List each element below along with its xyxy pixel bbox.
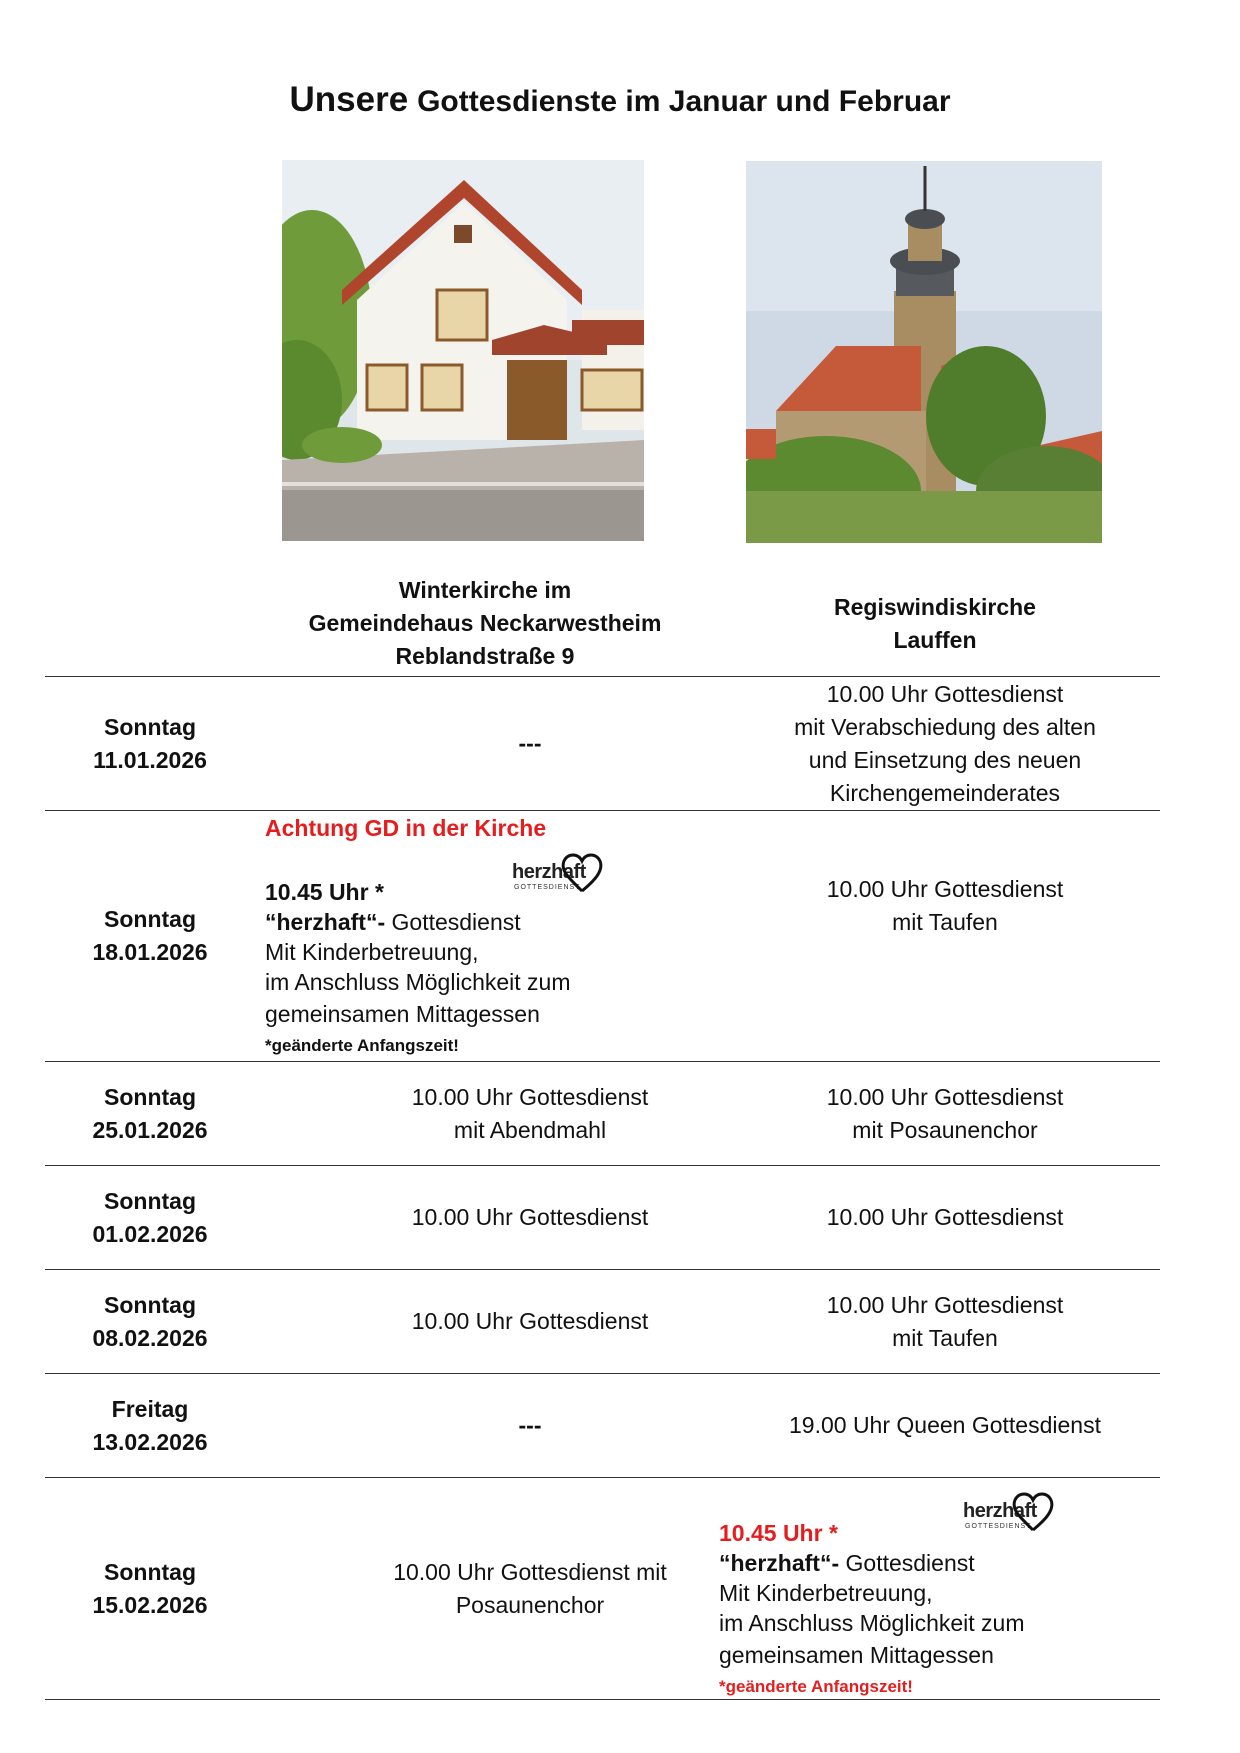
service-line: Mit Kinderbetreuung,	[265, 939, 479, 965]
date: 08.02.2026	[92, 1324, 208, 1351]
service-time: 10.45 Uhr *	[265, 879, 384, 905]
changed-time-note: *geänderte Anfangszeit!	[719, 1677, 913, 1696]
column-right-line-2: Lauffen	[893, 627, 977, 653]
title-rest: Gottesdienste im Januar und Februar	[417, 85, 951, 118]
column-header-right	[705, 591, 1165, 657]
logo-sub: GOTTESDIENST	[965, 1523, 1032, 1530]
service-name	[265, 907, 705, 937]
column-left-line-3: Reblandstraße 9	[395, 643, 575, 669]
column-left-line-1: Winterkirche im	[398, 577, 572, 603]
service-line: 10.00 Uhr Gottesdienst mit	[393, 1558, 667, 1585]
column-left-line-2: Gemeindehaus Neckarwestheim	[308, 610, 662, 636]
date-cell	[45, 1374, 255, 1477]
location-notice: Achtung GD in der Kirche	[265, 815, 547, 841]
service-line: mit Taufen	[892, 909, 998, 935]
regiswindiskirche-photo	[746, 161, 1102, 543]
column-header-left	[255, 574, 715, 673]
service-name-bold: “herzhaft“-	[719, 1550, 840, 1576]
table-row	[45, 1477, 1160, 1699]
logo-word: herzhaft	[963, 1500, 1037, 1522]
service-line: 10.00 Uhr Gottesdienst	[411, 1308, 649, 1334]
date: 01.02.2026	[92, 1220, 208, 1247]
date-cell	[45, 1270, 255, 1373]
column-right-line-1: Regiswindiskirche	[834, 594, 1036, 620]
page-title	[0, 80, 1240, 120]
service-line: mit Posaunenchor	[852, 1116, 1038, 1143]
right-cell	[719, 1518, 1159, 1702]
date: 15.02.2026	[92, 1591, 208, 1618]
service-time: 10.45 Uhr *	[719, 1520, 838, 1546]
date: 11.01.2026	[93, 746, 207, 773]
service-line: 10.00 Uhr Gottesdienst	[826, 1083, 1064, 1110]
service-line: gemeinsamen Mittagessen	[719, 1642, 994, 1668]
date: 25.01.2026	[92, 1116, 208, 1143]
table-row	[45, 1269, 1160, 1373]
service-line: gemeinsamen Mittagessen	[265, 1001, 540, 1027]
service-line: 10.00 Uhr Gottesdienst	[826, 1291, 1064, 1318]
gemeindehaus-photo	[282, 160, 644, 541]
right-cell	[710, 1062, 1180, 1165]
logo-word: herzhaft	[512, 861, 586, 883]
date-cell	[45, 811, 255, 1061]
service-line: mit Verabschiedung des alten	[794, 713, 1096, 740]
weekday: Sonntag	[104, 1558, 196, 1585]
right-cell	[710, 677, 1180, 810]
herzhaft-logo	[963, 1488, 1073, 1534]
table-row	[45, 1061, 1160, 1165]
service-line: 10.00 Uhr Gottesdienst	[826, 1204, 1064, 1230]
service-name-rest: Gottesdienst	[839, 1550, 975, 1576]
right-cell	[710, 1166, 1180, 1269]
service-line: 10.00 Uhr Gottesdienst	[826, 876, 1064, 902]
weekday: Sonntag	[104, 1083, 196, 1110]
service-line: 10.00 Uhr Gottesdienst	[411, 1083, 649, 1110]
service-name	[719, 1548, 1159, 1578]
date-cell	[45, 1478, 255, 1699]
service-line: im Anschluss Möglichkeit zum	[719, 1610, 1025, 1636]
weekday: Sonntag	[104, 713, 196, 740]
heart-icon	[552, 849, 622, 895]
date: 13.02.2026	[92, 1428, 208, 1455]
service-line: 19.00 Uhr Queen Gottesdienst	[789, 1412, 1101, 1438]
service-line: 10.00 Uhr Gottesdienst	[411, 1204, 649, 1230]
table-row	[45, 1165, 1160, 1269]
date-cell	[45, 1166, 255, 1269]
logo-sub: GOTTESDIENST	[514, 884, 581, 891]
changed-time-note: *geänderte Anfangszeit!	[265, 1036, 459, 1055]
service-line: im Anschluss Möglichkeit zum	[265, 969, 571, 995]
service-line: mit Taufen	[892, 1324, 998, 1351]
table-row	[45, 1373, 1160, 1477]
right-cell	[710, 1374, 1180, 1477]
herzhaft-logo	[512, 849, 622, 895]
table-row	[45, 676, 1160, 810]
date-cell	[45, 677, 255, 810]
weekday: Sonntag	[104, 1291, 196, 1318]
weekday: Freitag	[111, 1395, 189, 1422]
no-service-dash: ---	[518, 1412, 542, 1438]
table-bottom-rule	[45, 1699, 1160, 1700]
weekday: Sonntag	[104, 906, 196, 932]
service-line: Mit Kinderbetreuung,	[719, 1580, 933, 1606]
service-line: und Einsetzung des neuen	[808, 746, 1082, 773]
service-name-rest: Gottesdienst	[385, 909, 521, 935]
date: 18.01.2026	[92, 939, 208, 965]
right-cell	[710, 1270, 1180, 1373]
weekday: Sonntag	[104, 1187, 196, 1214]
right-cell	[710, 811, 1180, 1001]
heart-icon	[1003, 1488, 1073, 1534]
service-name-bold: “herzhaft“-	[265, 909, 386, 935]
table-row	[45, 810, 1160, 1061]
service-line: mit Abendmahl	[453, 1116, 607, 1143]
service-line: Kirchengemeinderates	[829, 779, 1061, 806]
no-service-dash: ---	[518, 730, 542, 756]
service-line: 10.00 Uhr Gottesdienst	[826, 680, 1064, 707]
service-line: Posaunenchor	[455, 1591, 605, 1618]
title-lead: Unsere	[289, 80, 409, 119]
left-cell	[265, 811, 705, 1061]
date-cell	[45, 1062, 255, 1165]
